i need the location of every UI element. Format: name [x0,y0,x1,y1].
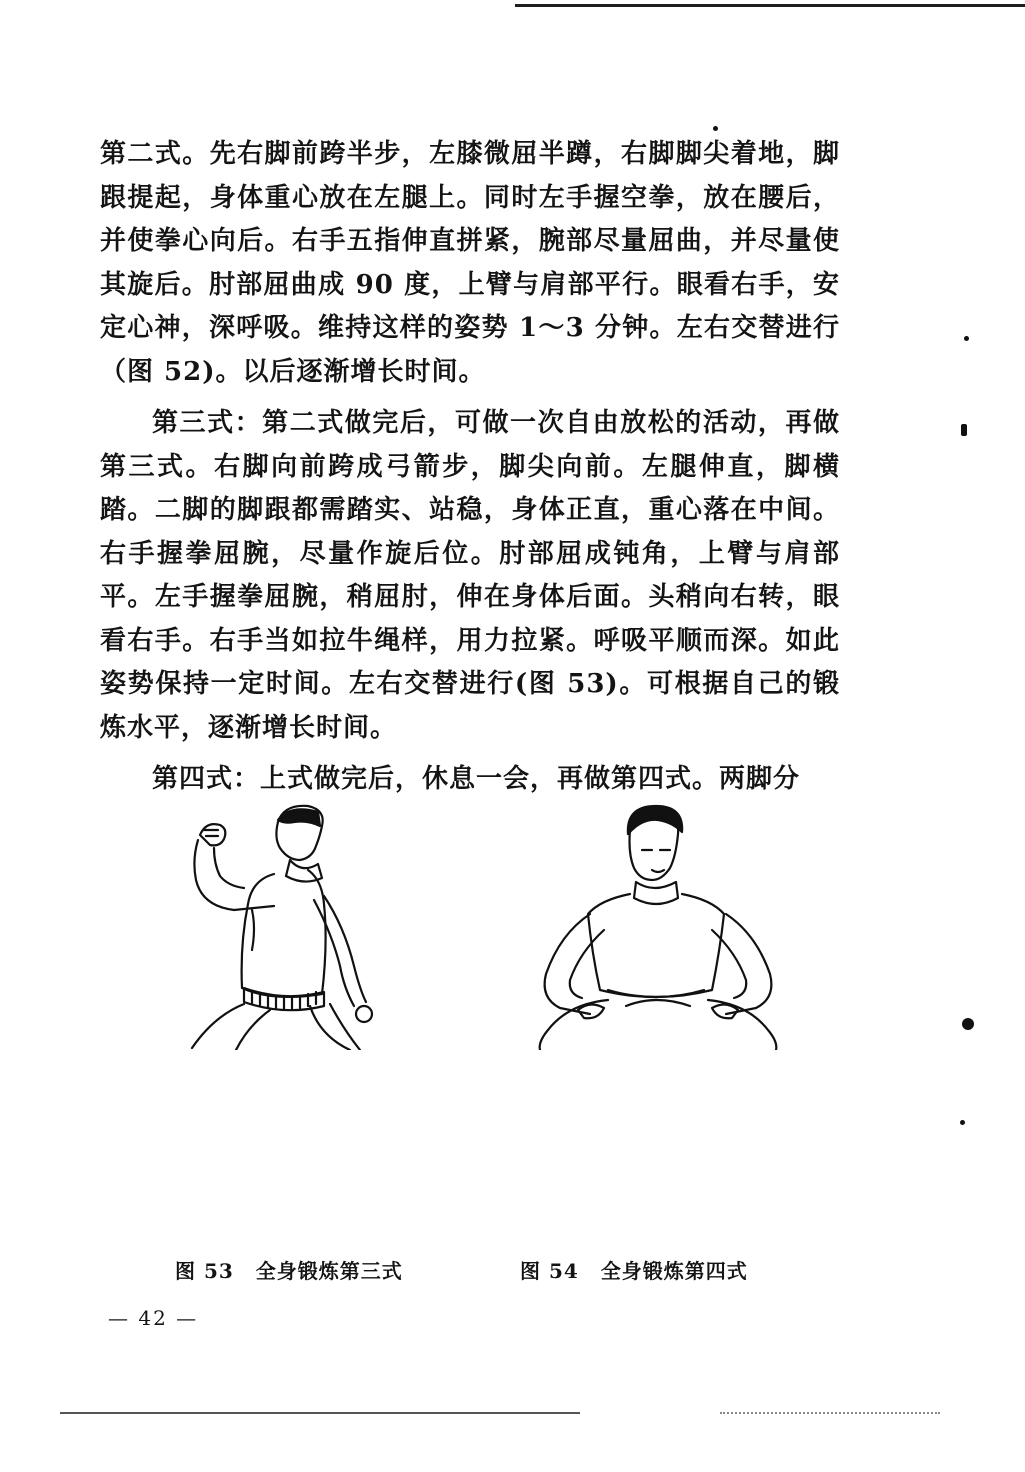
scan-speck [964,336,969,341]
figure-53-title: 全身锻炼第三式 [255,1259,403,1283]
paragraph-form-2: 第二式。先右脚前跨半步，左膝微屈半蹲，右脚脚尖着地，脚跟提起，身体重心放在左腿上。同时左手握空拳，放在腰后，并使拳心向后。右手五指伸直拼紧，腕部尽量屈曲，并尽量使其旋后。肘部屈曲成 90 度，上臂与肩部平行。眼看右手，安定心神，深呼吸。维持这样的姿势 1～3 分钟。左右交替进行（图 52)。以后逐渐增长时间。 [100,139,840,387]
figure-53-illustration [160,800,460,1050]
figure-53-number: 图 53 [175,1259,234,1283]
page-number: — 42 — [108,1306,199,1330]
body-text [100,133,840,810]
bottom-rule [60,1412,580,1414]
scan-speck [713,126,718,131]
scan-speck [960,1120,965,1125]
figure-54-title: 全身锻炼第四式 [600,1259,748,1283]
paragraph-form-4: 第四式：上式做完后，休息一会，再做第四式。两脚分 [152,764,801,794]
top-rule [515,4,1025,7]
scan-speck [961,424,967,436]
figure-54-number: 图 54 [520,1259,579,1283]
bottom-rule-dotted [720,1412,940,1414]
figure-54-illustration [500,800,800,1050]
paragraph-form-3: 第三式：第二式做完后，可做一次自由放松的活动，再做第三式。右脚向前跨成弓箭步，脚尖向前。左腿伸直，脚横踏。二脚的脚跟都需踏实、站稳，身体正直，重心落在中间。右手握拳屈腕，尽量作旋后位。肘部屈成钝角，上臂与肩部平。左手握拳屈腕，稍屈肘，伸在身体后面。头稍向右转，眼看右手。右手当如拉牛绳样，用力拉紧。呼吸平顺而深。如此姿势保持一定时间。左右交替进行(图 53)。可根据自己的锻炼水平，逐渐增长时间。 [100,408,840,743]
figure-54-caption [520,1255,748,1284]
figure-53-caption [175,1255,403,1284]
scan-speck [962,1018,974,1030]
